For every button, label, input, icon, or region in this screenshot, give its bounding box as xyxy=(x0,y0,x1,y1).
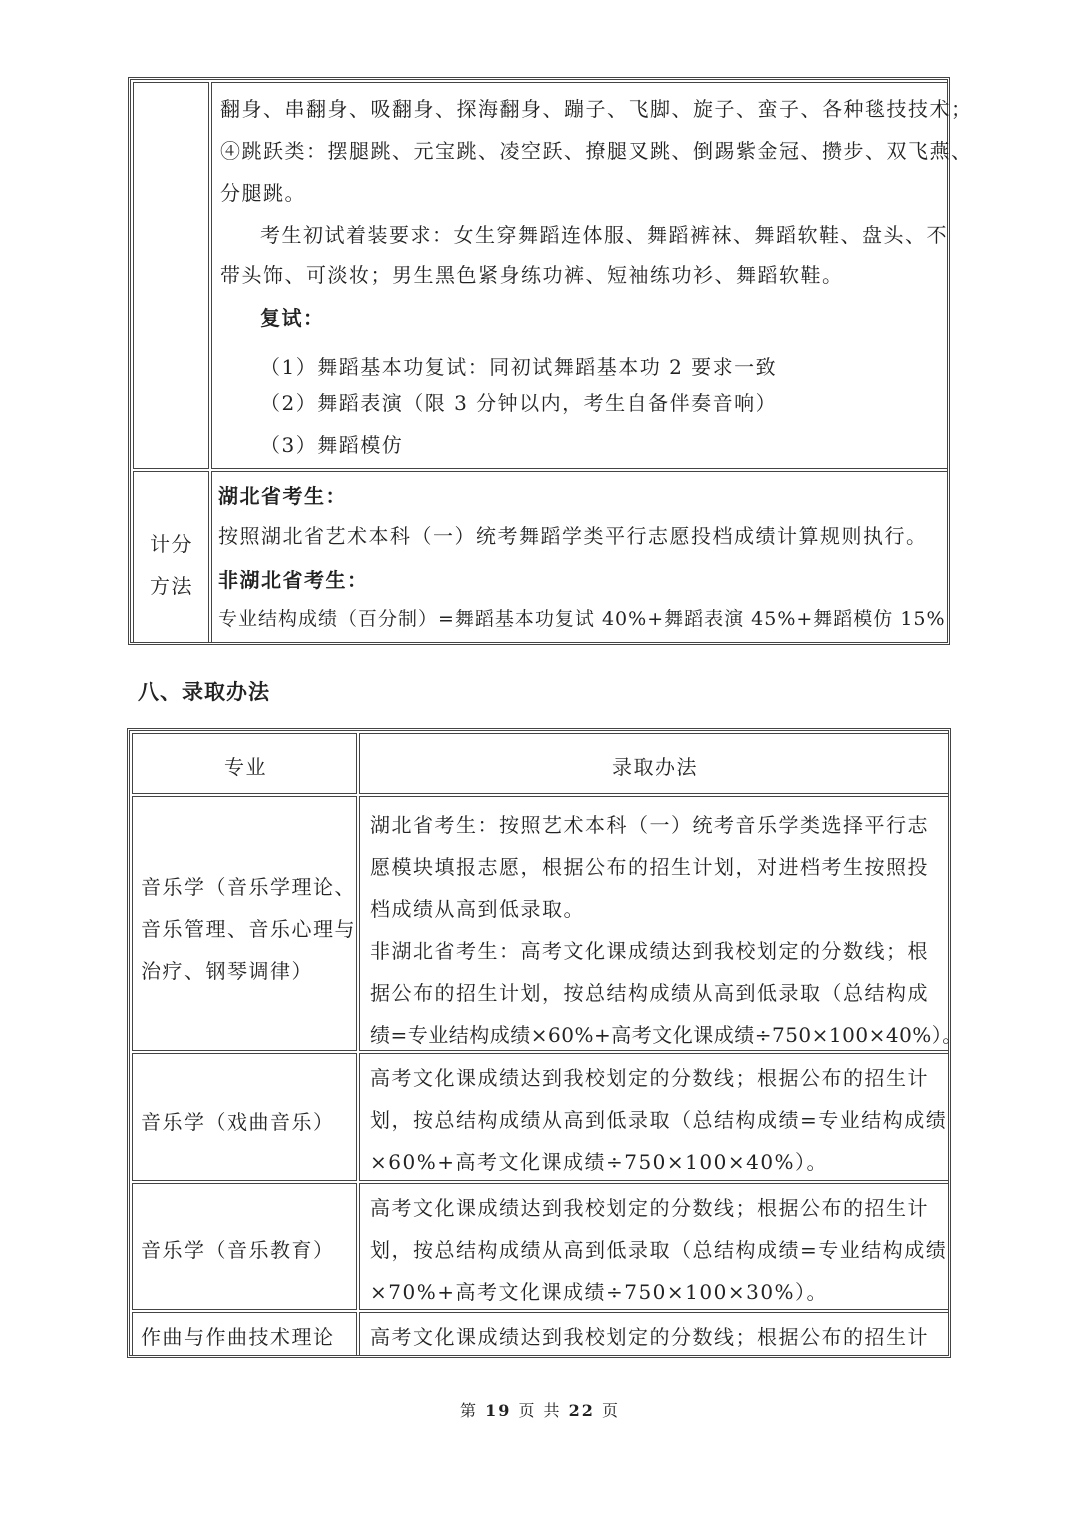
exam-content-table xyxy=(128,77,973,645)
hubei-text: 按照湖北省艺术本科（一）统考舞蹈学类平行志愿投档成绩计算规则执行。 xyxy=(218,524,928,548)
current-page-number: 19 xyxy=(485,1401,512,1420)
major-cell xyxy=(132,796,357,1051)
major-cell xyxy=(132,1312,357,1356)
footer-suffix: 页 xyxy=(602,1401,621,1420)
text-line: 分腿跳。 xyxy=(220,181,306,205)
major-text: 音乐学（戏曲音乐） xyxy=(141,1110,335,1134)
scoring-label-cell xyxy=(133,471,209,643)
method-text: 划，按总结构成绩从高到低录取（总结构成绩=专业结构成绩 xyxy=(370,1108,948,1132)
method-cell xyxy=(359,796,963,1051)
text-line: 翻身、串翻身、吸翻身、探海翻身、蹦子、飞脚、旋子、蛮子、各种毯技技术； xyxy=(220,97,973,121)
non-hubei-text: 专业结构成绩（百分制）=舞蹈基本功复试 40%+舞蹈表演 45%+舞蹈模仿 15% xyxy=(218,608,946,630)
method-cell xyxy=(359,1312,949,1356)
non-hubei-heading: 非湖北省考生： xyxy=(218,568,369,592)
method-text: 高考文化课成绩达到我校划定的分数线；根据公布的招生计 xyxy=(370,1325,929,1349)
scoring-label: 方法 xyxy=(150,574,193,598)
scoring-method-cell xyxy=(211,471,948,643)
footer-middle: 页 共 xyxy=(518,1401,562,1420)
major-text: 音乐学（音乐学理论、 xyxy=(141,875,356,899)
method-text: 高考文化课成绩达到我校划定的分数线；根据公布的招生计 xyxy=(370,1196,929,1220)
admission-method-table xyxy=(127,728,963,1358)
header-major-cell xyxy=(132,733,357,794)
method-text: ×70%+高考文化课成绩÷750×100×30%）。 xyxy=(370,1280,829,1304)
text-line: 考生初试着装要求：女生穿舞蹈连体服、舞蹈裤袜、舞蹈软鞋、盘头、不 xyxy=(260,223,948,247)
retest-item: （3）舞蹈模仿 xyxy=(260,433,404,457)
method-cell xyxy=(359,1053,949,1181)
text-line: ④跳跃类：摆腿跳、元宝跳、凌空跃、撩腿叉跳、倒踢紫金冠、攒步、双飞燕、 xyxy=(220,139,973,163)
major-text: 音乐学（音乐教育） xyxy=(141,1238,335,1262)
method-text: ×60%+高考文化课成绩÷750×100×40%）。 xyxy=(370,1150,829,1174)
header-method: 录取办法 xyxy=(612,755,698,779)
table-label-cell-empty xyxy=(133,82,209,469)
total-page-number: 22 xyxy=(568,1401,595,1420)
method-text: 非湖北省考生：高考文化课成绩达到我校划定的分数线；根 xyxy=(370,939,929,963)
major-text: 作曲与作曲技术理论 xyxy=(141,1325,335,1349)
method-text: 湖北省考生：按照艺术本科（一）统考音乐学类选择平行志 xyxy=(370,813,929,837)
method-text: 绩=专业结构成绩×60%+高考文化课成绩÷750×100×40%）。 xyxy=(370,1023,963,1047)
method-cell xyxy=(359,1183,949,1310)
retest-item: （1）舞蹈基本功复试：同初试舞蹈基本功 2 要求一致 xyxy=(260,355,778,379)
exam-content-cell xyxy=(211,82,973,469)
text-line: 带头饰、可淡妆；男生黑色紧身练功裤、短袖练功衫、舞蹈软鞋。 xyxy=(220,263,844,287)
major-text: 治疗、钢琴调律） xyxy=(141,959,313,983)
header-major: 专业 xyxy=(224,755,267,779)
method-text: 愿模块填报志愿，根据公布的招生计划，对进档考生按照投 xyxy=(370,855,929,879)
major-text: 音乐管理、音乐心理与 xyxy=(141,917,356,941)
hubei-heading: 湖北省考生： xyxy=(218,484,347,508)
header-method-cell xyxy=(359,733,949,794)
footer-prefix: 第 xyxy=(459,1401,478,1420)
method-text: 据公布的招生计划，按总结构成绩从高到低录取（总结构成 xyxy=(370,981,929,1005)
section-title: 八、录取办法 xyxy=(138,680,270,704)
retest-item: （2）舞蹈表演（限 3 分钟以内，考生自备伴奏音响） xyxy=(260,391,778,415)
page-footer xyxy=(0,1398,1080,1421)
method-text: 档成绩从高到低录取。 xyxy=(370,897,585,921)
major-cell xyxy=(132,1183,357,1310)
scoring-label: 计分 xyxy=(150,532,193,556)
method-text: 高考文化课成绩达到我校划定的分数线；根据公布的招生计 xyxy=(370,1066,929,1090)
major-cell xyxy=(132,1053,357,1181)
retest-heading: 复试： xyxy=(260,306,325,330)
method-text: 划，按总结构成绩从高到低录取（总结构成绩=专业结构成绩 xyxy=(370,1238,948,1262)
